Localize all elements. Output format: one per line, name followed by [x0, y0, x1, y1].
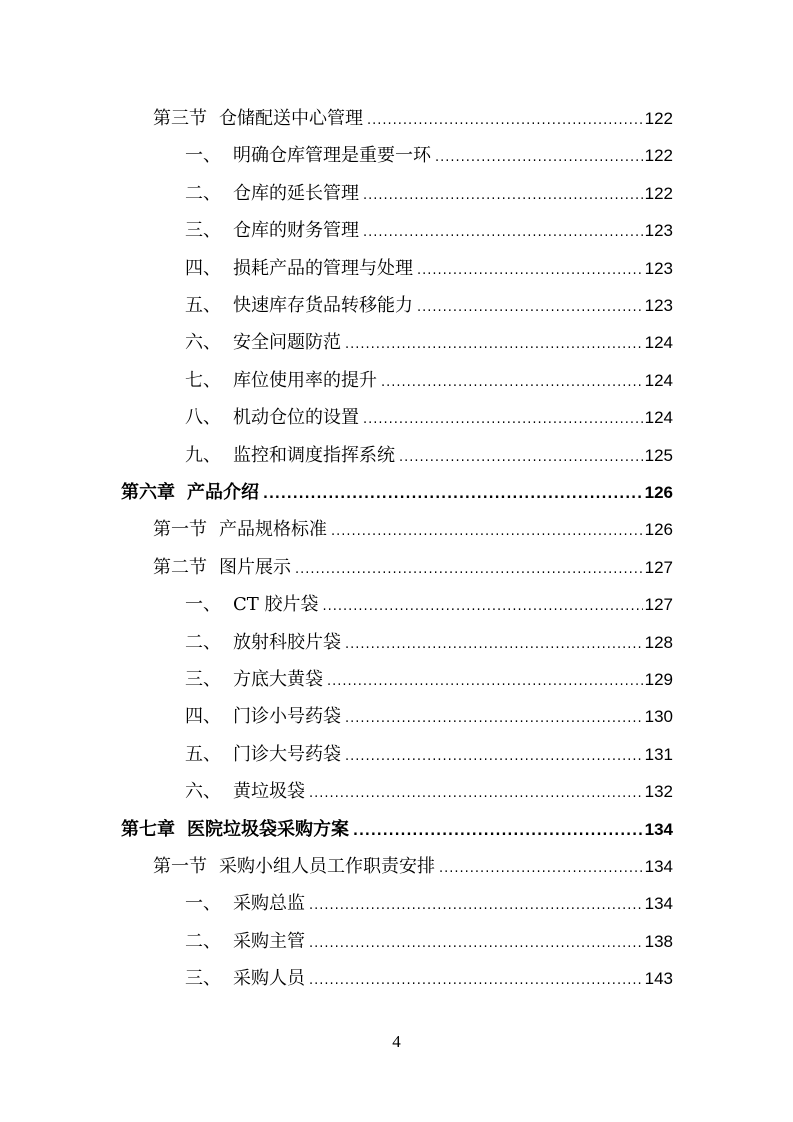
- toc-entry-title: [185, 362, 377, 399]
- toc-entry-title: [185, 661, 323, 698]
- toc-entry-page-number: 123: [644, 221, 673, 240]
- toc-entry-page-number: 126: [644, 483, 673, 502]
- toc-entry-item[interactable]: [185, 399, 673, 436]
- toc-entry-item[interactable]: [185, 362, 673, 399]
- toc-entry-item[interactable]: [185, 960, 673, 997]
- toc-entry-number: 二、: [185, 931, 221, 952]
- toc-entry-page-number: 126: [644, 520, 673, 539]
- toc-entry-number: 第七章: [121, 819, 175, 840]
- toc-entry-text: 门诊大号药袋: [233, 744, 341, 765]
- toc-entry-number: 第三节: [153, 108, 207, 129]
- toc-entry-page-number: 124: [644, 333, 673, 352]
- toc-entry-page-number: 122: [644, 146, 673, 165]
- toc-entry-text: 仓储配送中心管理: [219, 108, 363, 129]
- dot-leader: [399, 439, 643, 476]
- toc-entry-item[interactable]: [185, 661, 673, 698]
- toc-entry-number: 二、: [185, 183, 221, 204]
- toc-entry-item[interactable]: [185, 212, 673, 249]
- toc-entry-item[interactable]: [185, 250, 673, 287]
- toc-entry-number: 五、: [185, 295, 221, 316]
- toc-entry-title: [121, 474, 259, 511]
- toc-entry-text: 采购主管: [233, 931, 305, 952]
- toc-entry-title: [185, 736, 341, 773]
- toc-entry-item[interactable]: [185, 698, 673, 735]
- toc-entry-title: [185, 698, 341, 735]
- dot-leader: [309, 962, 643, 999]
- dot-leader: [345, 326, 643, 363]
- toc-entry-title: [185, 212, 359, 249]
- toc-entry-text: 黄垃圾袋: [233, 781, 305, 802]
- toc-entry-title: [185, 885, 305, 922]
- toc-entry-number: 一、: [185, 594, 221, 615]
- toc-entry-title: [185, 437, 395, 474]
- toc-entry-item[interactable]: [185, 624, 673, 661]
- toc-entry-text: 门诊小号药袋: [233, 706, 341, 727]
- toc-entry-number: 第一节: [153, 519, 207, 540]
- toc-entry-number: 三、: [185, 669, 221, 690]
- toc-entry-text: 产品规格标准: [219, 519, 327, 540]
- toc-entry-page-number: 129: [644, 670, 673, 689]
- toc-entry-item[interactable]: [185, 287, 673, 324]
- toc-entry-number: 六、: [185, 781, 221, 802]
- toc-entry-title: [153, 100, 363, 137]
- toc-entry-page-number: 123: [644, 296, 673, 315]
- toc-entry-text: 仓库的延长管理: [233, 183, 359, 204]
- toc-entry-number: 三、: [185, 220, 221, 241]
- toc-entry-title: [185, 923, 305, 960]
- dot-leader: [435, 139, 643, 176]
- dot-leader: [323, 588, 643, 625]
- dot-leader: [417, 289, 643, 326]
- toc-entry-number: 二、: [185, 632, 221, 653]
- toc-entry-number: 一、: [185, 145, 221, 166]
- dot-leader: [353, 813, 643, 850]
- dot-leader: [345, 700, 643, 737]
- toc-entry-number: 三、: [185, 968, 221, 989]
- toc-entry-text: 机动仓位的设置: [233, 407, 359, 428]
- dot-leader: [331, 513, 643, 550]
- toc-entry-text: 方底大黄袋: [233, 669, 323, 690]
- toc-entry-title: [153, 848, 435, 885]
- dot-leader: [367, 102, 643, 139]
- toc-entry-title: [185, 175, 359, 212]
- toc-entry-item[interactable]: [185, 586, 673, 623]
- toc-entry-page-number: 124: [644, 408, 673, 427]
- toc-entry-text: 监控和调度指挥系统: [233, 445, 395, 466]
- toc-entry-text: 采购总监: [233, 893, 305, 914]
- toc-entry-text: CT 胶片袋: [233, 594, 319, 615]
- toc-entry-title: [185, 399, 359, 436]
- toc-entry-page-number: 127: [644, 595, 673, 614]
- toc-entry-number: 九、: [185, 445, 221, 466]
- toc-entry-text: 放射科胶片袋: [233, 632, 341, 653]
- toc-entry-number: 第一节: [153, 856, 207, 877]
- toc-entry-page-number: 130: [644, 707, 673, 726]
- toc-entry-page-number: 131: [644, 745, 673, 764]
- toc-entry-number: 五、: [185, 744, 221, 765]
- toc-entry-item[interactable]: [185, 324, 673, 361]
- toc-entry-title: [185, 287, 413, 324]
- dot-leader: [417, 252, 643, 289]
- toc-entry-page-number: 122: [644, 109, 673, 128]
- toc-entry-item[interactable]: [185, 175, 673, 212]
- toc-entry-page-number: 132: [644, 782, 673, 801]
- toc-entry-title: [185, 137, 431, 174]
- toc-entry-text: 医院垃圾袋采购方案: [187, 819, 349, 840]
- toc-entry-title: [121, 811, 349, 848]
- dot-leader: [345, 738, 643, 775]
- toc-entry-page-number: 138: [644, 932, 673, 951]
- toc-entry-section[interactable]: [153, 549, 673, 586]
- toc-entry-title: [185, 324, 341, 361]
- toc-entry-text: 损耗产品的管理与处理: [233, 258, 413, 279]
- dot-leader: [263, 476, 643, 513]
- dot-leader: [439, 850, 643, 887]
- toc-entry-title: [153, 549, 291, 586]
- toc-entry-section[interactable]: [153, 511, 673, 548]
- toc-entry-number: 第六章: [121, 482, 175, 503]
- toc-entry-item[interactable]: [185, 736, 673, 773]
- dot-leader: [295, 551, 643, 588]
- toc-entry-text: 安全问题防范: [233, 332, 341, 353]
- toc-entry-page-number: 134: [644, 857, 673, 876]
- toc-entry-page-number: 125: [644, 446, 673, 465]
- dot-leader: [309, 925, 643, 962]
- toc-entry-item[interactable]: [185, 137, 673, 174]
- dot-leader: [381, 364, 643, 401]
- toc-entry-item[interactable]: [185, 923, 673, 960]
- toc-entry-section[interactable]: [153, 848, 673, 885]
- dot-leader: [363, 401, 643, 438]
- toc-entry-number: 七、: [185, 370, 221, 391]
- toc-entry-text: 采购人员: [233, 968, 305, 989]
- toc-entry-number: 四、: [185, 258, 221, 279]
- toc-entry-title: [185, 960, 305, 997]
- toc-entry-title: [185, 586, 319, 623]
- toc-entry-item[interactable]: [185, 437, 673, 474]
- toc-entry-page-number: 134: [644, 894, 673, 913]
- toc-entry-page-number: 134: [644, 820, 673, 839]
- toc-entry-title: [153, 511, 327, 548]
- toc-entry-page-number: 122: [644, 184, 673, 203]
- toc-entry-text: 库位使用率的提升: [233, 370, 377, 391]
- toc-entry-text: 明确仓库管理是重要一环: [233, 145, 431, 166]
- toc-entry-title: [185, 250, 413, 287]
- dot-leader: [309, 887, 643, 924]
- toc-entry-text: 快速库存货品转移能力: [233, 295, 413, 316]
- toc-entry-text: 图片展示: [219, 557, 291, 578]
- page-number: 4: [392, 1032, 401, 1051]
- toc-entry-chapter[interactable]: [121, 811, 673, 848]
- toc-entry-page-number: 128: [644, 633, 673, 652]
- toc-entry-title: [185, 773, 305, 810]
- toc-entry-page-number: 127: [644, 558, 673, 577]
- toc-entry-number: 一、: [185, 893, 221, 914]
- toc-entry-page-number: 124: [644, 371, 673, 390]
- dot-leader: [327, 663, 643, 700]
- toc-entry-page-number: 143: [644, 969, 673, 988]
- toc-entry-item[interactable]: [185, 885, 673, 922]
- dot-leader: [363, 177, 643, 214]
- toc-entry-title: [185, 624, 341, 661]
- toc-entry-page-number: 123: [644, 259, 673, 278]
- toc-entry-number: 六、: [185, 332, 221, 353]
- toc-entry-section[interactable]: [153, 100, 673, 137]
- toc-entry-number: 四、: [185, 706, 221, 727]
- toc-entry-number: 第二节: [153, 557, 207, 578]
- toc-entry-chapter[interactable]: [121, 474, 673, 511]
- toc-entry-text: 采购小组人员工作职责安排: [219, 856, 435, 877]
- dot-leader: [345, 626, 643, 663]
- toc-entry-number: 八、: [185, 407, 221, 428]
- toc-entry-item[interactable]: [185, 773, 673, 810]
- toc-entry-text: 产品介绍: [187, 482, 259, 503]
- dot-leader: [363, 214, 643, 251]
- dot-leader: [309, 775, 643, 812]
- toc-entry-text: 仓库的财务管理: [233, 220, 359, 241]
